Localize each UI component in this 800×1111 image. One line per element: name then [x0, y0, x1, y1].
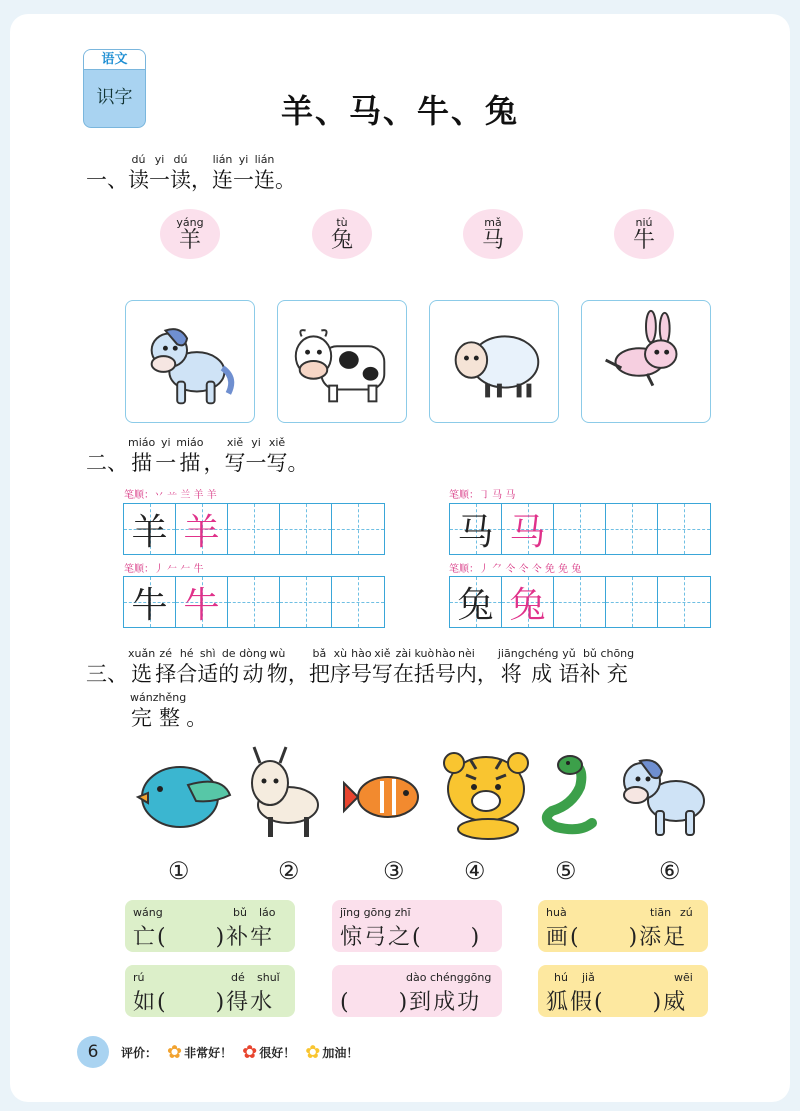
grid-cell[interactable]: [606, 504, 658, 554]
pinyin: lián: [254, 153, 275, 166]
animal-number-5: ⑤: [555, 857, 577, 885]
pinyin: chéng: [524, 647, 559, 660]
pinyin-char: [525, 647, 559, 687]
char-pinyin: tù: [336, 215, 348, 229]
hanzi: 适: [197, 662, 219, 686]
char-bubble-niu[interactable]: [614, 209, 674, 259]
pinyin: dòng: [239, 647, 267, 660]
idiom-pinyin-text: dào chénggōng: [406, 971, 492, 984]
idiom-pinyin-text: láo: [259, 906, 276, 919]
pinyin: wù: [269, 647, 286, 660]
grid-cell: [450, 504, 502, 554]
grid-cell[interactable]: [228, 577, 280, 627]
pinyin-char: [128, 647, 155, 687]
grid-cell[interactable]: [176, 577, 228, 627]
pinyin-char: [130, 691, 153, 731]
animal-number-4: ④: [464, 857, 486, 885]
writing-grid-niu[interactable]: [123, 576, 385, 628]
grid-cell[interactable]: [502, 504, 554, 554]
pinyin-char: [414, 647, 435, 687]
star-rabbit-icon[interactable]: ✿: [167, 1041, 183, 1063]
pinyin-char: [393, 647, 414, 687]
topic-label: 识字: [96, 87, 133, 108]
picture-card-rabbit[interactable]: [581, 300, 711, 423]
pinyin: miáo: [128, 436, 156, 449]
punctuation: 。: [287, 451, 309, 475]
pinyin-char: [176, 647, 197, 687]
pinyin-char: [456, 647, 477, 687]
pinyin: bǔ: [582, 647, 597, 660]
star-chick-icon[interactable]: ✿: [305, 1041, 321, 1063]
pinyin: nèi: [457, 647, 475, 660]
hanzi: 把: [308, 662, 330, 686]
pinyin-char: [233, 153, 254, 193]
idiom-pinyin-text: bǔ: [233, 906, 247, 919]
grid-cell[interactable]: [176, 504, 228, 554]
animal-number-2: ②: [278, 857, 300, 885]
pinyin-char: [239, 647, 267, 687]
stroke-order-niu: 笔顺：丿 𠂉 𠂉 牛: [124, 564, 204, 575]
hanzi: 一: [245, 451, 267, 475]
idiom-pinyin-text: zú: [680, 906, 693, 919]
idiom-pinyin-text: wēi: [674, 971, 693, 984]
idiom-pinyin-text: wáng: [133, 906, 163, 919]
grid-cell[interactable]: [280, 577, 332, 627]
hanzi: 的: [218, 662, 240, 686]
star-fox-icon[interactable]: ✿: [242, 1041, 258, 1063]
idiom-pinyin: [133, 906, 287, 920]
picture-card-sheep[interactable]: [429, 300, 559, 423]
idiom-box-4[interactable]: [125, 965, 295, 1017]
idiom-pinyin: [546, 906, 700, 920]
punctuation: ，: [203, 451, 225, 475]
writing-grid-tu[interactable]: [449, 576, 711, 628]
hanzi: 写: [224, 451, 246, 475]
hanzi: 号: [434, 662, 456, 686]
hanzi: 连: [212, 168, 233, 192]
grid-cell[interactable]: [658, 504, 710, 554]
pinyin-char: [153, 691, 186, 731]
hanzi: 一: [149, 168, 170, 192]
pinyin-char: [351, 647, 372, 687]
char-pinyin: mǎ: [484, 215, 502, 229]
horse-icon: [126, 301, 254, 422]
trace-char: 牛: [183, 584, 220, 626]
hanzi: 连: [254, 168, 275, 192]
pinyin: de: [221, 647, 236, 660]
rating-keep-going[interactable]: 加油！: [322, 1045, 359, 1060]
horse-icon: [624, 760, 704, 835]
idiom-pinyin-text: hú: [554, 971, 568, 984]
pinyin-char: [128, 153, 149, 193]
grid-cell[interactable]: [332, 577, 384, 627]
picture-card-horse[interactable]: [125, 300, 255, 423]
rabbit-icon: [582, 301, 710, 422]
pinyin-char: [435, 647, 456, 687]
pinyin: xiě: [226, 436, 244, 449]
pinyin: xiě: [374, 647, 391, 660]
idiom-pinyin-text: jiǎ: [582, 971, 595, 984]
section-3-marker: 三、: [86, 662, 128, 686]
hanzi: 整: [158, 706, 180, 730]
section-1-marker: 一、: [86, 168, 128, 192]
pinyin: jiāng: [497, 647, 525, 660]
section-3-heading: [86, 647, 634, 731]
subject-label: 语文: [84, 50, 145, 70]
hanzi: 语: [558, 662, 580, 686]
pinyin-char: [218, 647, 239, 687]
section-3-instruction: [86, 647, 634, 687]
hanzi: 补: [579, 662, 601, 686]
pinyin: xiě: [268, 436, 286, 449]
pinyin-char: [498, 647, 525, 687]
grid-cell: [124, 577, 176, 627]
char-hanzi: 兔: [330, 227, 353, 253]
idiom-pinyin: [546, 971, 700, 985]
pinyin: hé: [179, 647, 194, 660]
pinyin-char: [330, 647, 351, 687]
pinyin: shì: [199, 647, 216, 660]
grid-cell[interactable]: [554, 504, 606, 554]
section-1-instruction: [86, 153, 296, 193]
hanzi: 序: [329, 662, 351, 686]
pinyin: yi: [238, 153, 249, 166]
stroke-order-tu: 笔顺：丿 ⺈ 仒 仒 仒 免 免 兔: [449, 564, 582, 575]
evaluation: [121, 1042, 358, 1063]
pinyin: hào: [351, 647, 372, 660]
animal-number-1: ①: [168, 857, 190, 885]
idiom-pinyin-text: rú: [133, 971, 145, 984]
pinyin-char: [149, 153, 170, 193]
hanzi: 充: [606, 662, 628, 686]
hanzi: 号: [350, 662, 372, 686]
hanzi: 选: [131, 662, 153, 686]
char-bubble-yang[interactable]: [160, 209, 220, 259]
hanzi: 内: [455, 662, 477, 686]
idiom-pinyin-text: dé: [231, 971, 245, 984]
section-3-instruction-line2: [130, 691, 634, 731]
writing-grid-ma[interactable]: [449, 503, 711, 555]
pinyin-char: [579, 647, 600, 687]
pinyin: lián: [212, 153, 233, 166]
hanzi: 完: [130, 706, 152, 730]
pinyin-char: [372, 647, 393, 687]
hanzi: 成: [531, 662, 553, 686]
pinyin: yi: [160, 436, 171, 449]
section-1-heading: [86, 153, 296, 193]
animal-number-6: ⑥: [659, 857, 681, 885]
hanzi: 写: [371, 662, 393, 686]
fish-icon: [344, 777, 418, 817]
pinyin: dú: [173, 153, 188, 166]
idiom-pinyin: [340, 906, 494, 920]
grid-cell[interactable]: [332, 504, 384, 554]
char-pinyin: niú: [635, 215, 653, 229]
char-hanzi: 牛: [632, 227, 655, 253]
pinyin-char: [267, 436, 288, 476]
char-pinyin: yáng: [176, 215, 204, 229]
grid-cell[interactable]: [502, 577, 554, 627]
pinyin-char: [246, 436, 267, 476]
hanzi: 读: [128, 168, 149, 192]
hanzi: 读: [170, 168, 191, 192]
pinyin-char: [309, 647, 330, 687]
char-hanzi: 马: [481, 227, 504, 253]
char-bubble-tu[interactable]: [312, 209, 372, 259]
grid-cell[interactable]: [280, 504, 332, 554]
grid-cell[interactable]: [228, 504, 280, 554]
idiom-box-2[interactable]: [332, 900, 502, 952]
idiom-text: 狐假( )威: [546, 990, 688, 1015]
model-char: 牛: [131, 584, 168, 626]
idiom-pinyin: [340, 971, 494, 985]
grid-cell: [124, 504, 176, 554]
tiger-icon: [444, 753, 528, 839]
pinyin-char: [176, 436, 203, 476]
model-char: 兔: [457, 584, 494, 626]
char-hanzi: 羊: [178, 227, 201, 253]
pinyin-char: [197, 647, 218, 687]
grid-cell[interactable]: [606, 577, 658, 627]
animal-row: [126, 745, 716, 845]
idiom-text: 亡( )补牢: [133, 925, 275, 950]
pinyin: kuò: [414, 647, 435, 660]
idiom-pinyin: [133, 971, 287, 985]
pinyin: yǔ: [562, 647, 576, 660]
page-number: 6: [77, 1036, 109, 1068]
trace-char: 兔: [509, 584, 546, 626]
idiom-text: 如( )得水: [133, 990, 275, 1015]
pinyin: zài: [395, 647, 412, 660]
idiom-box-5[interactable]: [332, 965, 502, 1017]
trace-char: 羊: [183, 511, 220, 553]
section-2-instruction: [86, 436, 309, 476]
char-bubble-ma[interactable]: [463, 209, 523, 259]
pinyin: yi: [154, 153, 165, 166]
pinyin-char: [212, 153, 233, 193]
trace-char: 马: [509, 511, 546, 553]
pinyin-char: [558, 647, 579, 687]
pinyin-char: [128, 436, 155, 476]
idiom-pinyin-text: tiān: [650, 906, 672, 919]
pinyin-char: [254, 153, 275, 193]
hanzi: 描: [179, 451, 201, 475]
pinyin-char: [225, 436, 246, 476]
hanzi: 将: [500, 662, 522, 686]
animal-number-3: ③: [383, 857, 405, 885]
pinyin: miáo: [176, 436, 204, 449]
idiom-box-3[interactable]: [538, 900, 708, 952]
punctuation: ，: [476, 662, 498, 686]
idiom-text: ( )到成功: [340, 990, 482, 1015]
hanzi: 描: [131, 451, 153, 475]
goat-icon: [252, 747, 318, 837]
footer: [77, 1036, 358, 1068]
punctuation: 。: [275, 168, 296, 192]
hanzi: 动: [242, 662, 264, 686]
stroke-order-yang: 笔顺：丷 䒑 兰 羊 羊: [124, 490, 217, 501]
hanzi: 合: [176, 662, 198, 686]
evaluation-label: 评价：: [121, 1045, 158, 1060]
idiom-pinyin-text: huà: [546, 906, 567, 919]
pinyin: hào: [435, 647, 456, 660]
model-char: 羊: [131, 511, 168, 553]
page-title: 羊、马、牛、兔: [280, 92, 519, 130]
pinyin: xù: [333, 647, 348, 660]
picture-card-cow[interactable]: [277, 300, 407, 423]
grid-cell[interactable]: [658, 577, 710, 627]
pinyin: chōng: [600, 647, 635, 660]
idiom-box-6[interactable]: [538, 965, 708, 1017]
idiom-text: 画( )添足: [546, 925, 688, 950]
grid-cell: [450, 577, 502, 627]
pinyin-char: [155, 436, 176, 476]
pinyin: dú: [131, 153, 146, 166]
pinyin-char: [170, 153, 191, 193]
pinyin: zé: [159, 647, 172, 660]
writing-grid-yang[interactable]: [123, 503, 385, 555]
stroke-order-ma: 笔顺：㇆ 马 马: [449, 490, 516, 501]
punctuation: ，: [287, 662, 309, 686]
hanzi: 物: [266, 662, 288, 686]
punctuation: 。: [186, 706, 208, 730]
idiom-box-1[interactable]: [125, 900, 295, 952]
pinyin-char: [600, 647, 634, 687]
hanzi: 择: [155, 662, 177, 686]
hanzi: 括: [413, 662, 435, 686]
hanzi: 一: [233, 168, 254, 192]
idiom-pinyin-text: shuǐ: [257, 971, 280, 984]
pinyin: bǎ: [312, 647, 327, 660]
cow-icon: [278, 301, 406, 422]
bird-icon: [138, 767, 230, 827]
section-2-marker: 二、: [86, 451, 128, 475]
section-2-heading: [86, 436, 309, 476]
pinyin-char: [267, 647, 288, 687]
pinyin: yi: [251, 436, 261, 449]
pinyin: zhěng: [152, 691, 187, 704]
pinyin-char: [155, 647, 176, 687]
idiom-pinyin-text: jīng gōng zhī: [340, 906, 411, 919]
sheep-icon: [430, 301, 558, 422]
hanzi: 写: [266, 451, 288, 475]
rating-good[interactable]: 很好！: [259, 1045, 296, 1060]
snake-icon: [547, 756, 592, 829]
pinyin: xuǎn: [128, 647, 156, 660]
punctuation: ，: [191, 168, 212, 192]
hanzi: 在: [392, 662, 414, 686]
pinyin: wán: [130, 691, 153, 704]
grid-cell[interactable]: [554, 577, 606, 627]
rating-excellent[interactable]: 非常好！: [184, 1045, 233, 1060]
model-char: 马: [457, 511, 494, 553]
hanzi: 一: [155, 451, 177, 475]
idiom-text: 惊弓之( ): [340, 925, 482, 950]
